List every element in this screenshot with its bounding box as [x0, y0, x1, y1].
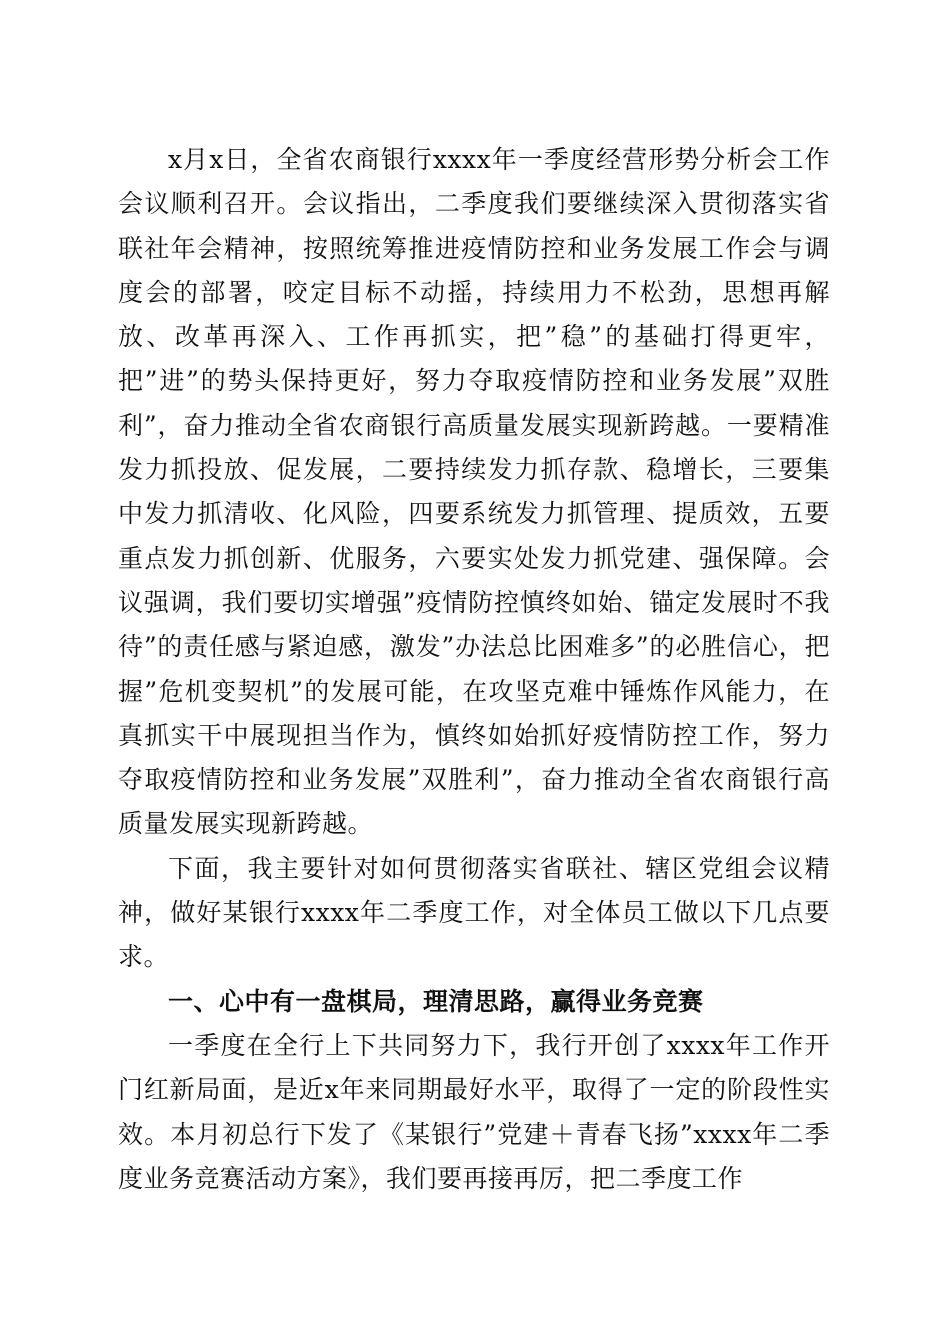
paragraph-first-quarter: 一季度在全行上下共同努力下，我行开创了xxxx年工作开门红新局面，是近x年来同期最好水平，取得了一定的阶段性实效。本月初总行下发了《某银行”党建＋青春飞扬”xxxx年二季度业务竞赛活动方案》，我们要再接再厉，把二季度工作 — [118, 1030, 830, 1193]
document-body — [118, 138, 830, 1201]
paragraph-meeting-summary: x月x日，全省农商银行xxxx年一季度经营形势分析会工作会议顺利召开。会议指出，二季度我们要继续深入贯彻落实省联社年会精神，按照统筹推进疫情防控和业务发展工作会与调度会的部署，咬定目标不动摇，持续用力不松劲，思想再解放、改革再深入、工作再抓实，把”稳”的基础打得更牢，把”进”的势头保持更好，努力夺取疫情防控和业务发展”双胜利”，奋力推动全省农商银行高质量发展实现新跨越。一要精准发力抓投放、促发展，二要持续发力抓存款、稳增长，三要集中发力抓清收、化风险，四要系统发力抓管理、提质效，五要重点发力抓创新、优服务，六要实处发力抓党建、强保障。会议强调，我们要切实增强”疫情防控慎终如始、锚定发展时不我待”的责任感与紧迫感，激发”办法总比困难多”的必胜信心，把握”危机变契机”的发展可能，在攻坚克难中锤炼作风能力，在真抓实干中展现担当作为，慎终如始抓好疫情防控工作，努力夺取疫情防控和业务发展”双胜利”，奋力推动全省农商银行高质量发展实现新跨越。 — [118, 145, 830, 839]
paragraph-requirements-intro: 下面，我主要针对如何贯彻落实省联社、辖区党组会议精神，做好某银行xxxx年二季度工作，对全体员工做以下几点要求。 — [118, 853, 830, 972]
section-heading-1: 一、心中有一盘棋局，理清思路，赢得业务竞赛 — [168, 986, 704, 1016]
